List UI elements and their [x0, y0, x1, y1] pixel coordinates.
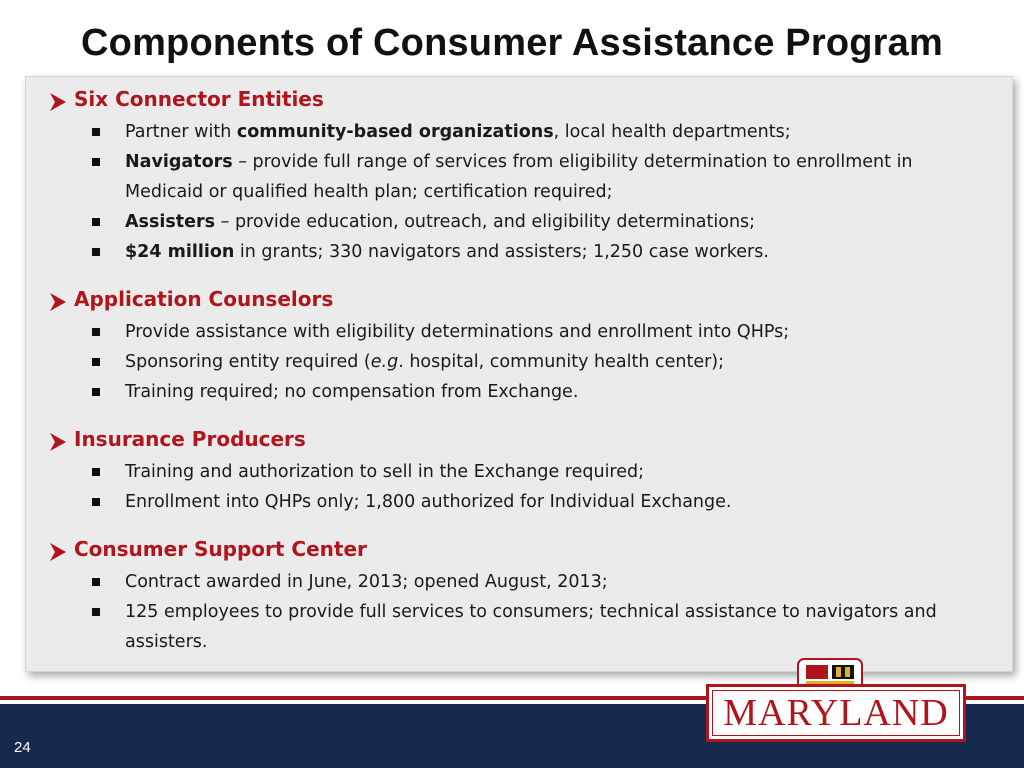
- section-title: Six Connector Entities: [74, 87, 324, 111]
- list-item: Partner with community-based organizations, local health departments;: [26, 117, 945, 147]
- maryland-logo-text: MARYLAND: [712, 690, 960, 736]
- square-bullet-icon: [92, 128, 100, 136]
- arrow-bullet-icon: [48, 291, 68, 313]
- square-bullet-icon: [92, 468, 100, 476]
- list-item: $24 million in grants; 330 navigators and assisters; 1,250 case workers.: [26, 237, 945, 267]
- square-bullet-icon: [92, 328, 100, 336]
- square-bullet-icon: [92, 388, 100, 396]
- list-item: Training and authorization to sell in the Exchange required;: [26, 457, 945, 487]
- page-number: 24: [14, 739, 31, 756]
- square-bullet-icon: [92, 498, 100, 506]
- maryland-logo: [706, 684, 966, 742]
- list-item: Sponsoring entity required (e.g. hospital, community health center);: [26, 347, 945, 377]
- section-application-counselors: [26, 287, 945, 407]
- arrow-bullet-icon: [48, 91, 68, 113]
- square-bullet-icon: [92, 158, 100, 166]
- section-six-connector-entities: [26, 87, 945, 267]
- section-title: Consumer Support Center: [74, 537, 367, 561]
- arrow-bullet-icon: [48, 431, 68, 453]
- section-title: Application Counselors: [74, 287, 334, 311]
- content-panel: [25, 76, 1013, 672]
- square-bullet-icon: [92, 358, 100, 366]
- list-item: Assisters – provide education, outreach, and eligibility determinations;: [26, 207, 945, 237]
- square-bullet-icon: [92, 248, 100, 256]
- section-title: Insurance Producers: [74, 427, 306, 451]
- list-item: Contract awarded in June, 2013; opened August, 2013;: [26, 567, 945, 597]
- square-bullet-icon: [92, 578, 100, 586]
- list-item: Training required; no compensation from Exchange.: [26, 377, 945, 407]
- list-item: Provide assistance with eligibility determinations and enrollment into QHPs;: [26, 317, 945, 347]
- list-item: 125 employees to provide full services to consumers; technical assistance to navigators and assisters.: [26, 597, 945, 657]
- square-bullet-icon: [92, 608, 100, 616]
- slide-title: Components of Consumer Assistance Program: [81, 22, 943, 64]
- section-consumer-support-center: [26, 537, 945, 657]
- list-item: Navigators – provide full range of services from eligibility determination to enrollment in Medicaid or qualified health plan; certification required;: [26, 147, 945, 207]
- list-item: Enrollment into QHPs only; 1,800 authorized for Individual Exchange.: [26, 487, 945, 517]
- arrow-bullet-icon: [48, 541, 68, 563]
- section-insurance-producers: [26, 427, 945, 517]
- square-bullet-icon: [92, 218, 100, 226]
